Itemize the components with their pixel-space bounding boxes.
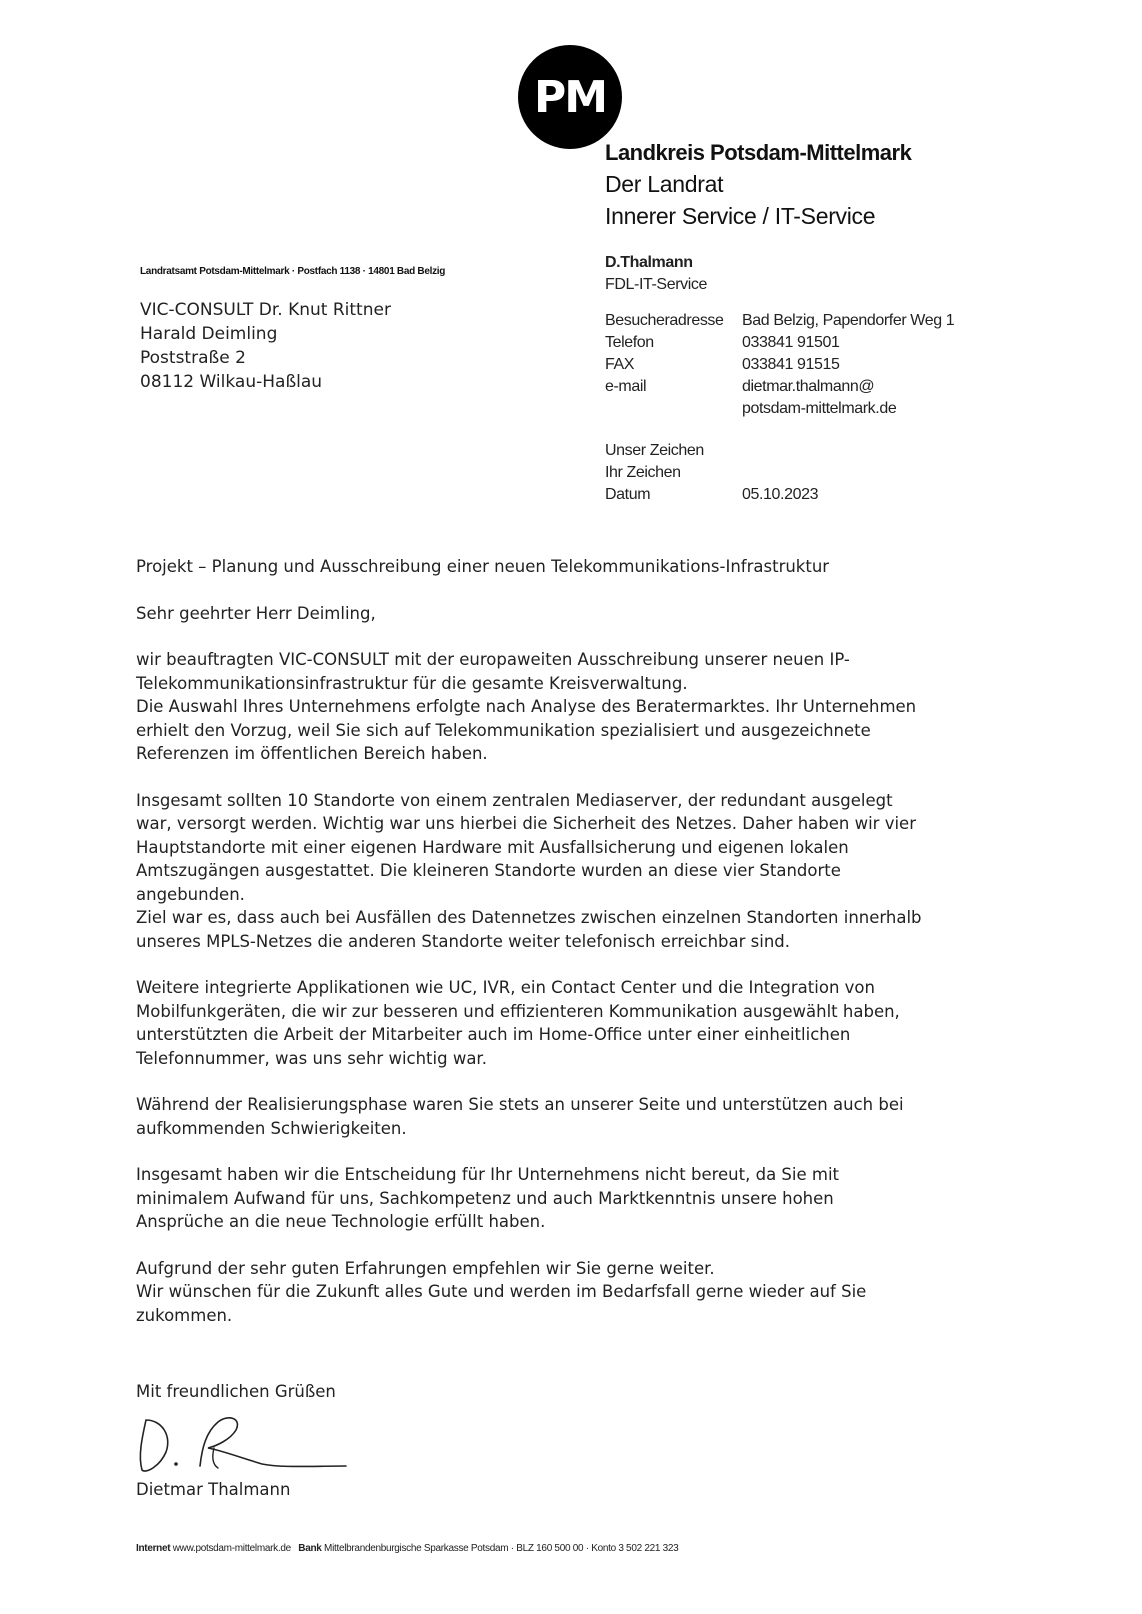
text-line: Ziel war es, dass auch bei Ausfällen des Datennetzes zwischen einzelnen Standorten innerhalb	[136, 908, 922, 927]
org-department: Innerer Service / IT-Service	[605, 203, 876, 229]
text-line: Ansprüche an die neue Technologie erfüllt haben.	[136, 1212, 546, 1231]
letter-paragraph	[136, 789, 1016, 954]
text-line: Telekommunikationsinfrastruktur für die gesamte Kreisverwaltung.	[136, 673, 688, 693]
text-line: war, versorgt werden. Wichtig war uns hierbei die Sicherheit des Netzes. Daher haben wir vier	[136, 814, 916, 833]
recipient-person: Harald Deimling	[140, 324, 278, 344]
contact-row	[605, 376, 875, 398]
reference-label: Unser Zeichen	[605, 442, 704, 459]
letter-paragraph	[136, 1163, 1016, 1234]
contact-label: e-mail	[605, 378, 647, 395]
signer-name: Dietmar Thalmann	[136, 1480, 291, 1499]
text-line: Die Auswahl Ihres Unternehmens erfolgte nach Analyse des Beratermarktes. Ihr Unternehmen	[136, 697, 917, 716]
recipient-street: Poststraße 2	[140, 348, 246, 368]
text-line: Weitere integrierte Applikationen wie UC, IVR, ein Contact Center und die Integration von	[136, 978, 875, 997]
recipient-city: 08112 Wilkau-Haßlau	[140, 372, 323, 392]
org-authority: Der Landrat	[605, 171, 724, 197]
text-line: zukommen.	[136, 1305, 233, 1325]
contact-label: FAX	[605, 356, 635, 373]
text-line: Während der Realisierungsphase waren Sie stets an unserer Seite und unterstützen auch bei	[136, 1095, 904, 1114]
letter-body	[136, 555, 1016, 1350]
footer	[136, 1543, 678, 1554]
letter-subject: Projekt – Planung und Ausschreibung einer neuen Telekommunikations-Infrastruktur	[136, 557, 830, 576]
contact-row	[605, 310, 955, 332]
reference-label: Ihr Zeichen	[605, 464, 681, 481]
letter-paragraph	[136, 1093, 1016, 1140]
reference-row	[605, 484, 819, 506]
contact-value: 033841 91515	[742, 356, 840, 373]
date-value: 05.10.2023	[742, 486, 819, 503]
text-line: Insgesamt sollten 10 Standorte von einem zentralen Mediaserver, der redundant ausgelegt	[136, 790, 893, 810]
text-line: aufkommenden Schwierigkeiten.	[136, 1118, 407, 1138]
text-line: Telefonnummer, was uns sehr wichtig war.	[136, 1048, 487, 1068]
sender-return-address: Landratsamt Potsdam-Mittelmark · Postfach 1138 · 14801 Bad Belzig	[140, 266, 446, 277]
text-line: unterstützten die Arbeit der Mitarbeiter auch im Home-Office unter einer einheitlichen	[136, 1025, 851, 1044]
footer-bank-details: Mittelbrandenburgische Sparkasse Potsdam · BLZ 160 500 00 · Konto 3 502 221 323	[324, 1543, 679, 1554]
text-line: minimalem Aufwand für uns, Sachkompetenz und auch Marktkenntnis unsere hohen	[136, 1188, 834, 1208]
reference-row	[605, 462, 707, 484]
footer-website-link[interactable]: www.potsdam-mittelmark.de	[172, 1543, 291, 1554]
contact-row	[605, 398, 897, 420]
contact-label: Besucheradresse	[605, 312, 724, 329]
footer-internet-label: Internet	[136, 1543, 171, 1554]
letter-paragraph	[136, 648, 1016, 766]
text-line: Hauptstandorte mit einer eigenen Hardware mit Ausfallsicherung und eigenen lokalen	[136, 837, 849, 857]
contact-role: FDL-IT-Service	[605, 276, 707, 293]
contact-value: 033841 91501	[742, 334, 840, 351]
text-line: Mobilfunkgeräten, die wir zur besseren und effizienteren Kommunikation ausgewählt haben,	[136, 1001, 900, 1021]
letter-salutation: Sehr geehrter Herr Deimling,	[136, 603, 376, 623]
text-line: Insgesamt haben wir die Entscheidung für Ihr Unternehmens nicht bereut, da Sie mit	[136, 1165, 840, 1184]
text-line: Wir wünschen für die Zukunft alles Gute und werden im Bedarfsfall gerne wieder auf Sie	[136, 1282, 867, 1301]
contact-value: potsdam-mittelmark.de	[742, 400, 897, 417]
pm-logo	[518, 45, 622, 149]
letter-paragraph	[136, 976, 1016, 1070]
text-line: erhielt den Vorzug, weil Sie sich auf Telekommunikation spezialisiert und ausgezeichnete	[136, 720, 871, 740]
reference-row	[605, 440, 707, 462]
contact-label: Telefon	[605, 334, 654, 351]
text-line: angebunden.	[136, 884, 245, 904]
text-line: Aufgrund der sehr guten Erfahrungen empfehlen wir Sie gerne weiter.	[136, 1258, 715, 1278]
logo-text: PM	[533, 71, 607, 123]
handwritten-signature	[132, 1408, 352, 1478]
contact-row	[605, 354, 840, 376]
letter-paragraph	[136, 1257, 1016, 1328]
text-line: wir beauftragten VIC-CONSULT mit der europaweiten Ausschreibung unserer neuen IP-	[136, 650, 850, 669]
date-label: Datum	[605, 486, 651, 503]
organization-header	[605, 138, 911, 232]
contact-row	[605, 332, 840, 354]
footer-bank-label: Bank	[298, 1543, 322, 1554]
letter-closing: Mit freundlichen Grüßen	[136, 1382, 336, 1401]
text-line: Referenzen im öffentlichen Bereich haben.	[136, 744, 488, 763]
text-line: unseres MPLS-Netzes die anderen Standorte weiter telefonisch erreichbar sind.	[136, 931, 791, 951]
contact-block	[605, 252, 955, 506]
org-name: Landkreis Potsdam-Mittelmark	[605, 140, 912, 165]
contact-name: D.Thalmann	[605, 254, 693, 271]
contact-value: dietmar.thalmann@	[742, 378, 875, 395]
recipient-company: VIC-CONSULT Dr. Knut Rittner	[140, 300, 391, 320]
recipient-address	[140, 298, 391, 394]
text-line: Amtszugängen ausgestattet. Die kleineren Standorte wurden an diese vier Standorte	[136, 861, 841, 880]
contact-value: Bad Belzig, Papendorfer Weg 1	[742, 312, 955, 329]
